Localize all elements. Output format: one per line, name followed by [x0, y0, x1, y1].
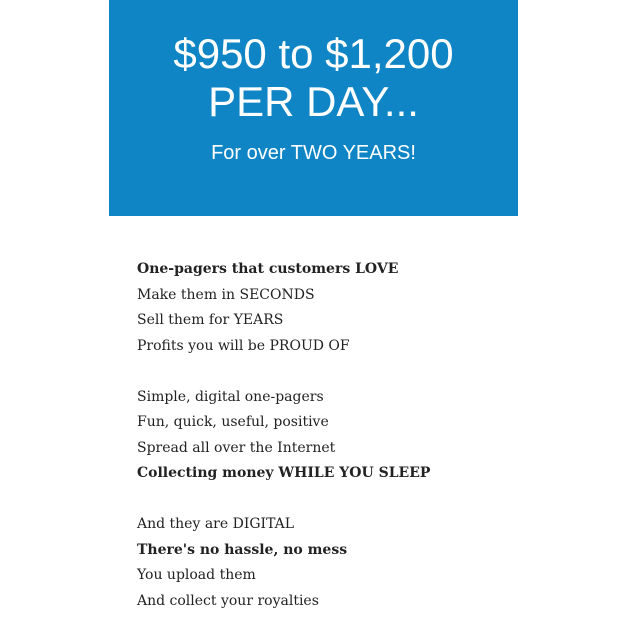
copy-line: One-pagers that customers LOVE: [137, 261, 399, 277]
copy-line: Sell them for YEARS: [137, 312, 284, 328]
headline-line-1: $950 to $1,200: [173, 30, 454, 77]
headline-line-2: PER DAY...: [208, 78, 419, 125]
copy-line: And collect your royalties: [137, 592, 319, 609]
sales-copy: [137, 257, 517, 640]
copy-line: And they are DIGITAL: [137, 516, 295, 532]
copy-group-2: [137, 385, 517, 487]
copy-line: Collecting money WHILE YOU SLEEP: [137, 465, 431, 481]
headline: [109, 0, 518, 126]
copy-group-1: [137, 257, 517, 359]
hero-banner: [109, 0, 518, 216]
copy-line: There's no hassle, no mess: [137, 541, 348, 558]
copy-line: Fun, quick, useful, positive: [137, 414, 329, 430]
copy-line: Make them in SECONDS: [137, 286, 315, 303]
subheadline: For over TWO YEARS!: [211, 142, 416, 164]
copy-line: Simple, digital one-pagers: [137, 388, 324, 405]
copy-line: Profits you will be PROUD OF: [137, 337, 350, 354]
copy-line: You upload them: [137, 567, 256, 583]
copy-line: Spread all over the Internet: [137, 439, 336, 456]
copy-group-3: [137, 512, 517, 614]
